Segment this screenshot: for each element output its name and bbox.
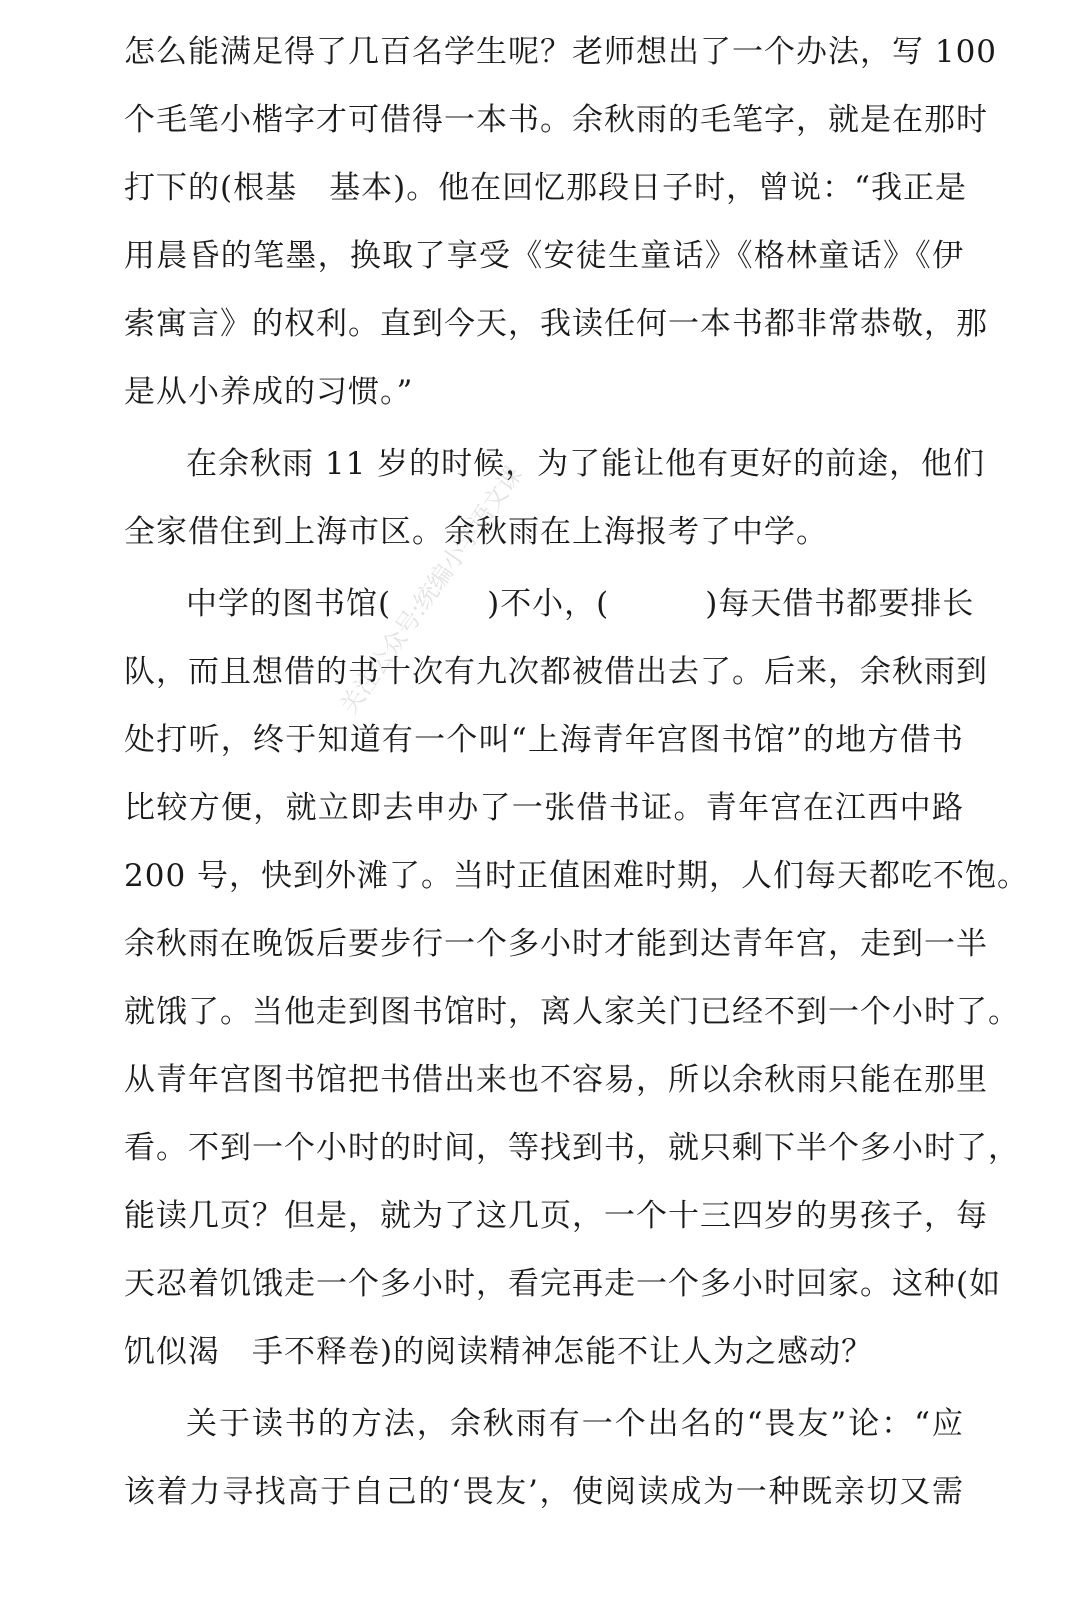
text-line-11: 处打听，终于知道有一个叫“上海青年宫图书馆”的地方借书 xyxy=(124,722,964,758)
text-line-2: 个毛笔小楷字才可借得一本书。余秋雨的毛笔字，就是在那时 xyxy=(124,102,988,138)
text-line-12: 比较方便，就立即去申办了一张借书证。青年宫在江西中路 xyxy=(124,790,964,826)
text-line-3: 打下的(根基 基本)。他在回忆那段日子时，曾说：“我正是 xyxy=(124,170,968,206)
text-line-16: 从青年宫图书馆把书借出来也不容易，所以余秋雨只能在那里 xyxy=(124,1062,988,1098)
watermark-text: 关注公众号:统编小学语文课 xyxy=(334,460,528,720)
text-line-18: 能读几页？但是，就为了这几页，一个十三四岁的男孩子，每 xyxy=(124,1198,988,1234)
text-line-8: 全家借住到上海市区。余秋雨在上海报考了中学。 xyxy=(124,514,828,550)
text-line-17: 看。不到一个小时的时间，等找到书，就只剩下半个多小时了， xyxy=(124,1130,1020,1166)
text-line-10: 队，而且想借的书十次有九次都被借出去了。后来，余秋雨到 xyxy=(124,654,988,690)
text-line-6: 是从小养成的习惯。” xyxy=(124,374,414,410)
text-line-19: 天忍着饥饿走一个多小时，看完再走一个多小时回家。这种(如 xyxy=(124,1266,1002,1302)
text-line-22: 该着力寻找高于自己的‘畏友’，使阅读成为一种既亲切又需 xyxy=(124,1474,964,1510)
text-line-4: 用晨昏的笔墨，换取了享受《安徒生童话》《格林童话》《伊 xyxy=(124,238,964,274)
text-line-1: 怎么能满足得了几百名学生呢？老师想出了一个办法，写 100 xyxy=(124,34,998,70)
text-line-13: 200 号，快到外滩了。当时正值困难时期，人们每天都吃不饱。 xyxy=(124,858,1030,894)
text-line-20: 饥似渴 手不释卷)的阅读精神怎能不让人为之感动？ xyxy=(124,1334,874,1370)
text-line-9: 中学的图书馆( )不小，( )每天借书都要排长 xyxy=(186,586,975,622)
text-line-15: 就饿了。当他走到图书馆时，离人家关门已经不到一个小时了。 xyxy=(124,994,1020,1030)
text-line-7: 在余秋雨 11 岁的时候，为了能让他有更好的前途，他们 xyxy=(186,446,986,482)
text-line-14: 余秋雨在晚饭后要步行一个多小时才能到达青年宫，走到一半 xyxy=(124,926,988,962)
text-line-21: 关于读书的方法，余秋雨有一个出名的“畏友”论：“应 xyxy=(186,1406,964,1442)
text-line-5: 索寓言》的权利。直到今天，我读任何一本书都非常恭敬，那 xyxy=(124,306,988,342)
